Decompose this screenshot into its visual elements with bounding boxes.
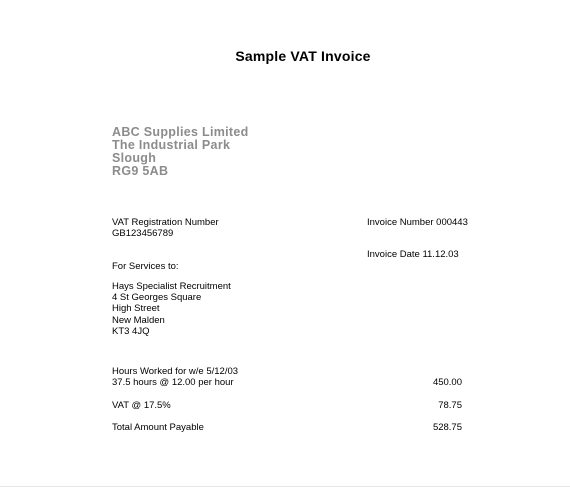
supplier-address-line1: The Industrial Park xyxy=(112,138,231,152)
invoice-number: Invoice Number 000443 xyxy=(367,217,468,228)
hours-heading: Hours Worked for w/e 5/12/03 xyxy=(112,366,239,377)
vat-amount: 78.75 xyxy=(438,400,462,411)
services-label: For Services to: xyxy=(112,261,179,272)
vat-registration-label: VAT Registration Number xyxy=(112,217,219,228)
client-name: Hays Specialist Recruitment xyxy=(112,281,231,292)
total-amount: 528.75 xyxy=(432,422,462,433)
supplier-name: ABC Supplies Limited xyxy=(112,125,249,139)
total-description: Total Amount Payable xyxy=(112,422,204,433)
supplier-postcode: RG9 5AB xyxy=(112,164,169,178)
invoice-title: Sample VAT Invoice xyxy=(235,48,371,64)
invoice-date: Invoice Date 11.12.03 xyxy=(367,249,459,260)
supplier-address-line2: Slough xyxy=(112,151,157,165)
vat-registration-number: GB123456789 xyxy=(112,228,174,239)
client-address-line1: 4 St Georges Square xyxy=(112,292,202,304)
supplier-address xyxy=(112,126,249,178)
client-address-line2: High Street xyxy=(112,303,160,315)
client-postcode: KT3 4JQ xyxy=(112,325,150,337)
client-address xyxy=(112,281,231,337)
hours-description: 37.5 hours @ 12.00 per hour xyxy=(112,377,234,388)
vat-description: VAT @ 17.5% xyxy=(112,400,171,411)
client-address-line3: New Malden xyxy=(112,314,165,326)
hours-amount: 450.00 xyxy=(432,377,462,388)
